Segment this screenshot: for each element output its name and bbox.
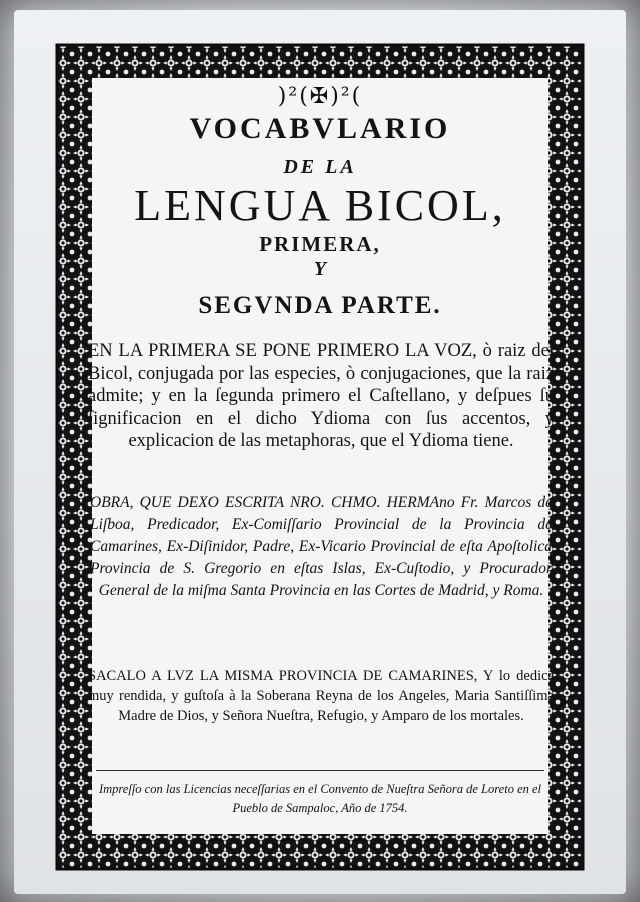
title-y: Y [313, 258, 327, 280]
dedication-paragraph: SACALO A LVZ LA MISMA PROVINCIA DE CAMARINES, Y lo dedica muy rendida, y guſtoſa à la Soberana Reyna de los Angeles, Maria Santiſſima Madre de Dios, y Señora Nueſtra, Refugio, y Amparo de los mortales. [88, 668, 554, 724]
title-primera: PRIMERA, [259, 232, 381, 256]
title-segunda-parte: SEGVNDA PARTE. [198, 292, 442, 319]
imprint-line: Impreſſo con las Licencias neceſſarias en el Convento de Nueſtra Señora de Loreto en el Pueblo de Sampaloc, Año de 1754. [98, 782, 542, 815]
title-de-la: DE LA [283, 156, 357, 178]
title-lengua-bicol: LENGUA BICOL, [134, 181, 506, 230]
book-title: VOCABVLARIO [189, 112, 451, 145]
divider-rule [96, 770, 544, 771]
description-paragraph: EN LA PRIMERA SE PONE PRIMERO LA VOZ, ò raiz del Bicol, conjugada por las especies, ò conjugaciones, que la raiz admite; y en la ſegunda primero el Caſtellano, y deſpues ſu ſignificacion en el dicho Ydioma con ſus accentos, y explicacion de las metaphoras, que el Ydioma tiene. [88, 341, 554, 451]
author-paragraph: OBRA, QUE DEXO ESCRITA NRO. CHMO. HERMAno Fr. Marcos de Liſboa, Predicador, Ex-Comiſſario Provincial de la Provincia de Camarines, Ex-Diſinidor, Padre, Ex-Vicario Provincial de eſta Apoſtolica Provincia de S. Gregorio en eſtas Islas, Ex-Cuſtodio, y Procurador General de la miſma Santa Provincia en las Cortes de Madrid, y Roma. [90, 494, 552, 599]
head-ornament: )²(✠)²( [277, 84, 363, 109]
